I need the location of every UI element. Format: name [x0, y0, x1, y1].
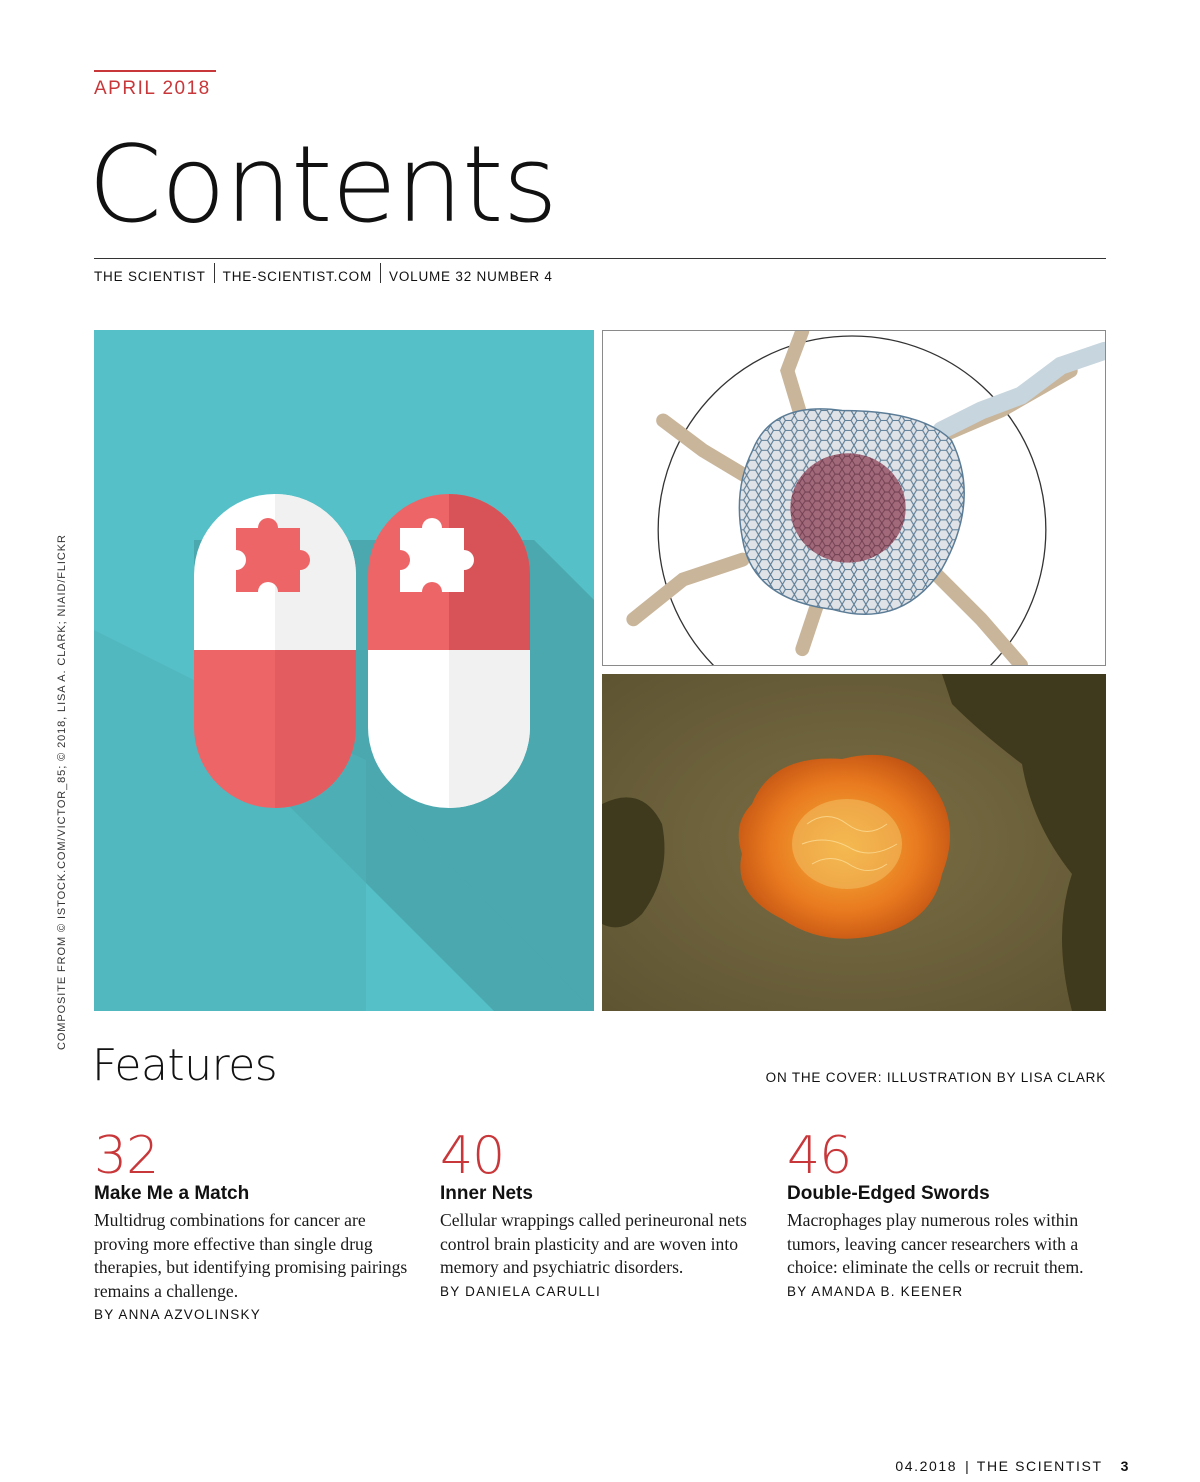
footer-publication: THE SCIENTIST — [976, 1458, 1103, 1474]
feature-item[interactable] — [787, 1128, 1107, 1299]
issue-date: APRIL 2018 — [94, 70, 216, 100]
feature-page-number: 40 — [440, 1126, 505, 1186]
feature-item[interactable] — [440, 1128, 760, 1299]
feature-description: Cellular wrappings called perineuronal nets control brain plasticity and are woven into memory and psychiatric disorders. — [440, 1210, 747, 1277]
masthead-separator — [214, 263, 215, 283]
title-divider — [94, 258, 1106, 259]
footer-separator: | — [965, 1458, 969, 1474]
masthead-separator — [380, 263, 381, 283]
masthead — [94, 263, 553, 287]
feature-byline: BY AMANDA B. KEENER — [787, 1283, 964, 1299]
pill-capsules-puzzle-icon — [94, 330, 594, 1011]
feature-item[interactable] — [94, 1128, 414, 1322]
feature-description: Macrophages play numerous roles within tumors, leaving cancer researchers with a choice: eliminate the cells or recruit them. — [787, 1210, 1084, 1277]
page-title: Contents — [88, 123, 557, 246]
photo-credit: COMPOSITE FROM © ISTOCK.COM/VICTOR_85; © 2018, LISA A. CLARK; NIAID/FLICKR — [56, 534, 68, 1050]
macrophage-micrograph-icon — [602, 674, 1106, 1011]
feature-page-number: 46 — [787, 1126, 852, 1186]
masthead-publication: THE SCIENTIST — [94, 269, 206, 284]
features-heading: Features — [92, 1040, 278, 1091]
page-footer — [895, 1458, 1130, 1474]
cover-credit: ON THE COVER: ILLUSTRATION BY LISA CLARK — [765, 1070, 1106, 1085]
feature-title[interactable]: Inner Nets — [440, 1183, 533, 1204]
feature-page-number: 32 — [94, 1126, 159, 1186]
feature-description: Multidrug combinations for cancer are proving more effective than single drug therapies, but identifying promising pairings remains a challenge. — [94, 1210, 408, 1301]
pill-left — [194, 494, 356, 808]
footer-date: 04.2018 — [895, 1458, 958, 1474]
feature-title[interactable]: Make Me a Match — [94, 1183, 250, 1204]
feature-byline: BY ANNA AZVOLINSKY — [94, 1307, 261, 1322]
masthead-website: THE-SCIENTIST.COM — [222, 269, 373, 284]
masthead-volume: VOLUME 32 NUMBER 4 — [389, 269, 553, 284]
feature-title[interactable]: Double-Edged Swords — [787, 1183, 990, 1204]
feature-byline: BY DANIELA CARULLI — [440, 1283, 601, 1299]
pill-right — [368, 494, 530, 808]
footer-page-number: 3 — [1120, 1458, 1130, 1474]
neuron-perineuronal-net-icon — [602, 330, 1106, 666]
